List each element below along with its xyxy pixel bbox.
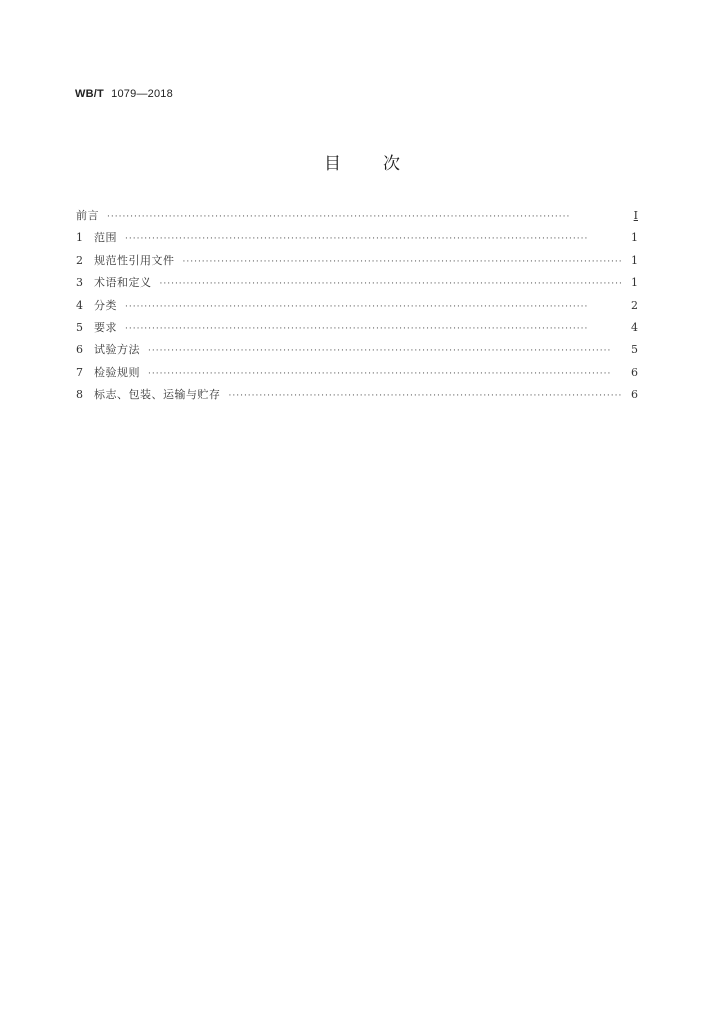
toc-entry-number: 4 — [76, 298, 83, 312]
toc-entry-label: 检验规则 — [94, 365, 140, 379]
toc-entry-classification[interactable] — [76, 297, 638, 319]
toc-entry-scope[interactable] — [76, 229, 638, 251]
standard-number: 1079—2018 — [111, 88, 173, 100]
toc-leader-dots — [148, 346, 622, 356]
toc-entry-page: 2 — [631, 298, 638, 312]
toc-entry-inspection-rules[interactable] — [76, 364, 638, 386]
toc-entry-page: 4 — [631, 320, 638, 334]
toc-entry-page: 1 — [631, 276, 638, 290]
toc-entry-page: Ⅰ — [633, 209, 638, 222]
toc-entry-label: 分类 — [94, 298, 117, 312]
toc-entry-number: 6 — [76, 343, 83, 357]
toc-entry-terms-definitions[interactable] — [76, 274, 638, 296]
toc-entry-label: 术语和定义 — [94, 276, 152, 290]
toc-entry-number: 1 — [76, 231, 83, 245]
toc-entry-label: 要求 — [94, 320, 117, 334]
standard-code — [75, 88, 173, 100]
toc-entry-label: 标志、包装、运输与贮存 — [94, 388, 221, 402]
toc-entry-number: 7 — [76, 365, 83, 379]
page-title: 目次 — [324, 154, 442, 174]
toc-entry-page: 1 — [631, 231, 638, 245]
toc-entry-label: 前言 — [76, 209, 99, 222]
toc-entry-page: 6 — [631, 388, 638, 402]
toc-entry-label: 范围 — [94, 231, 117, 245]
toc-leader-dots — [160, 279, 623, 289]
toc-leader-dots — [125, 234, 622, 244]
toc-leader-dots — [148, 369, 622, 379]
toc-entry-foreword[interactable] — [76, 207, 638, 229]
toc-leader-dots — [183, 257, 623, 267]
standard-prefix: WB/T — [75, 88, 104, 100]
toc-entry-number: 2 — [76, 253, 83, 267]
toc-entry-number: 8 — [76, 388, 83, 402]
toc-entry-label: 试验方法 — [94, 343, 140, 357]
toc-entry-requirements[interactable] — [76, 319, 638, 341]
toc-leader-dots — [125, 302, 622, 312]
toc-entry-marking-packaging-transport-storage[interactable] — [76, 386, 638, 408]
toc-entry-test-methods[interactable] — [76, 341, 638, 363]
toc-entry-number: 5 — [76, 320, 83, 334]
toc-leader-dots — [229, 391, 623, 401]
table-of-contents — [76, 207, 638, 409]
toc-entry-normative-references[interactable] — [76, 252, 638, 274]
toc-entry-label: 规范性引用文件 — [94, 253, 175, 267]
toc-leader-dots — [125, 324, 622, 334]
toc-entry-page: 5 — [631, 343, 638, 357]
toc-entry-page: 1 — [631, 253, 638, 267]
toc-leader-dots — [107, 212, 622, 222]
toc-entry-page: 6 — [631, 365, 638, 379]
toc-entry-number: 3 — [76, 276, 83, 290]
